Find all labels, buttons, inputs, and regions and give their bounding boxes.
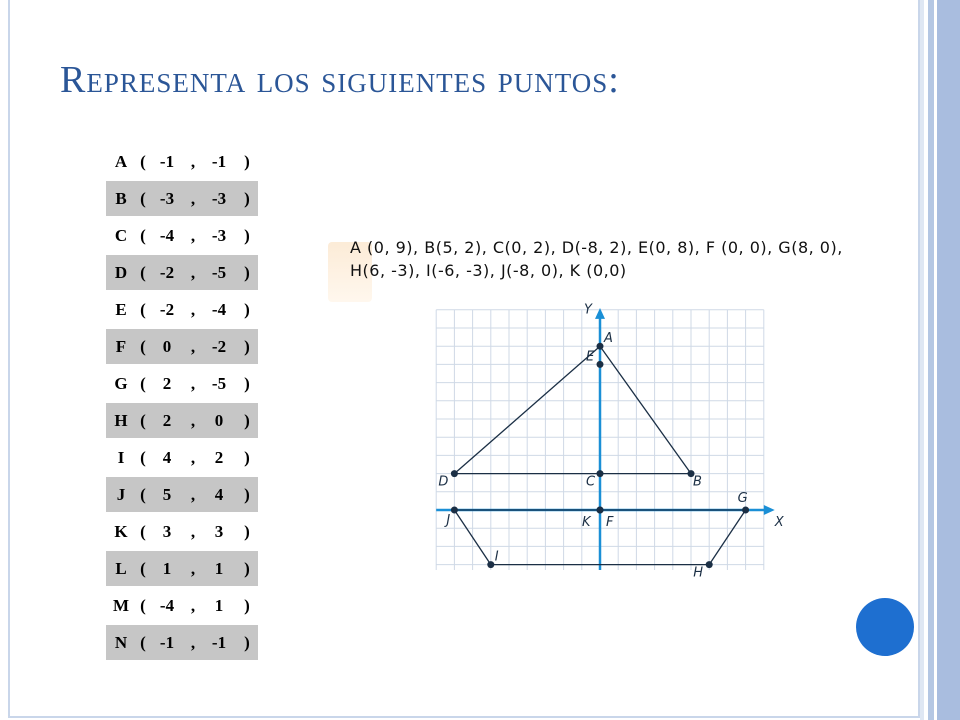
close-paren: ) <box>236 403 258 438</box>
point-name: M <box>112 595 130 615</box>
graph-point-label: D <box>438 474 449 490</box>
close-paren: ) <box>236 477 258 512</box>
point-name: N <box>106 625 136 660</box>
point-x: 5 <box>150 477 184 512</box>
point-row <box>106 181 258 216</box>
graph-point <box>597 507 604 514</box>
open-paren: ( <box>136 551 150 586</box>
point-x: 1 <box>150 551 184 586</box>
point-name: G <box>114 373 128 393</box>
point-row <box>106 625 258 660</box>
open-paren: ( <box>136 255 150 290</box>
point-y: -4 <box>211 299 227 319</box>
point-y: -1 <box>211 151 227 171</box>
answer-image <box>322 226 850 596</box>
open-paren: ( <box>136 477 150 512</box>
point-y: 4 <box>202 477 236 512</box>
graph-point-label: A <box>604 331 613 347</box>
point-y: -5 <box>211 373 227 393</box>
close-paren: ) <box>244 595 250 615</box>
point-x: -4 <box>159 595 175 615</box>
graph-point <box>706 561 713 568</box>
point-row <box>106 366 258 401</box>
comma: , <box>184 255 202 290</box>
graph-point <box>451 470 458 477</box>
point-x: 4 <box>162 447 172 467</box>
x-axis-label: X <box>774 515 784 530</box>
point-name: A <box>114 151 128 171</box>
point-y: -5 <box>202 255 236 290</box>
decorative-circle <box>856 598 914 656</box>
graph-point-label: G <box>737 491 748 506</box>
graph-point-label: J <box>446 513 451 528</box>
graph-point-label: I <box>494 549 499 565</box>
close-paren: ) <box>244 151 250 171</box>
point-x: -1 <box>159 151 175 171</box>
comma: , <box>184 181 202 216</box>
coordinate-graph <box>432 302 784 581</box>
close-paren: ) <box>236 255 258 290</box>
point-name: K <box>114 521 128 541</box>
x-axis-arrow <box>764 505 775 515</box>
graph-point <box>487 561 494 568</box>
point-x: -2 <box>150 255 184 290</box>
point-name: F <box>106 329 136 364</box>
open-paren: ( <box>140 373 146 393</box>
point-row <box>106 477 258 512</box>
open-paren: ( <box>140 521 146 541</box>
point-row <box>106 514 258 549</box>
point-y: -3 <box>211 225 227 245</box>
point-row <box>106 144 258 179</box>
point-y: -3 <box>202 181 236 216</box>
close-paren: ) <box>236 551 258 586</box>
comma: , <box>190 151 196 171</box>
graph-point <box>597 343 604 350</box>
close-paren: ) <box>236 181 258 216</box>
graph-point-label: B <box>693 474 702 490</box>
open-paren: ( <box>140 595 146 615</box>
point-x: 3 <box>162 521 172 541</box>
comma: , <box>184 403 202 438</box>
point-name: I <box>117 447 125 467</box>
point-y: -1 <box>202 625 236 660</box>
open-paren: ( <box>136 625 150 660</box>
y-axis-label: Y <box>584 302 592 318</box>
open-paren: ( <box>140 225 146 245</box>
close-paren: ) <box>244 373 250 393</box>
comma: , <box>190 447 196 467</box>
open-paren: ( <box>136 329 150 364</box>
points-table <box>106 144 258 660</box>
point-name: B <box>106 181 136 216</box>
point-name: H <box>106 403 136 438</box>
comma: , <box>184 477 202 512</box>
comma: , <box>190 373 196 393</box>
comma: , <box>190 299 196 319</box>
point-x: -1 <box>150 625 184 660</box>
point-name: C <box>114 225 128 245</box>
point-row <box>106 551 258 586</box>
point-y: 1 <box>202 551 236 586</box>
graph-point <box>451 507 458 514</box>
graph-point-label: H <box>693 565 703 581</box>
graph-point-label: E <box>586 349 595 365</box>
point-row <box>106 292 258 327</box>
point-y: -2 <box>202 329 236 364</box>
open-paren: ( <box>140 299 146 319</box>
comma: , <box>190 595 196 615</box>
point-row <box>106 440 258 475</box>
answer-coordinates-text: A (0, 9), B(5, 2), C(0, 2), D(-8, 2), E(0, 8), F (0, 0), G(8, 0), H(6, -3), I(-6, -3), J(-8, 0), K (0,0) <box>350 238 843 280</box>
graph-point-label: C <box>586 474 596 490</box>
comma: , <box>190 521 196 541</box>
point-row <box>106 218 258 253</box>
comma: , <box>184 329 202 364</box>
open-paren: ( <box>136 181 150 216</box>
slide-title: Representa los siguientes puntos: <box>60 59 620 101</box>
point-x: -2 <box>159 299 175 319</box>
point-x: -3 <box>150 181 184 216</box>
graph-point <box>597 361 604 368</box>
decorative-stripes <box>920 0 960 720</box>
close-paren: ) <box>244 299 250 319</box>
point-y: 2 <box>214 447 224 467</box>
comma: , <box>184 625 202 660</box>
point-name: E <box>115 299 127 319</box>
close-paren: ) <box>244 447 250 467</box>
point-name: J <box>106 477 136 512</box>
point-row <box>106 588 258 623</box>
point-x: 2 <box>150 403 184 438</box>
point-x: 0 <box>150 329 184 364</box>
open-paren: ( <box>140 151 146 171</box>
point-row <box>106 255 258 290</box>
open-paren: ( <box>136 403 150 438</box>
comma: , <box>184 551 202 586</box>
point-row <box>106 403 258 438</box>
open-paren: ( <box>140 447 146 467</box>
point-x: -4 <box>159 225 175 245</box>
comma: , <box>190 225 196 245</box>
close-paren: ) <box>236 625 258 660</box>
graph-point-label: K <box>582 515 591 530</box>
point-y: 0 <box>202 403 236 438</box>
point-name: L <box>106 551 136 586</box>
close-paren: ) <box>244 225 250 245</box>
graph-point <box>597 470 604 477</box>
point-y: 1 <box>214 595 224 615</box>
point-row <box>106 329 258 364</box>
figure-segment <box>600 346 691 473</box>
close-paren: ) <box>236 329 258 364</box>
graph-point <box>742 507 749 514</box>
close-paren: ) <box>244 521 250 541</box>
graph-point-label: F <box>606 515 614 530</box>
point-x: 2 <box>162 373 172 393</box>
point-name: D <box>106 255 136 290</box>
point-y: 3 <box>214 521 224 541</box>
